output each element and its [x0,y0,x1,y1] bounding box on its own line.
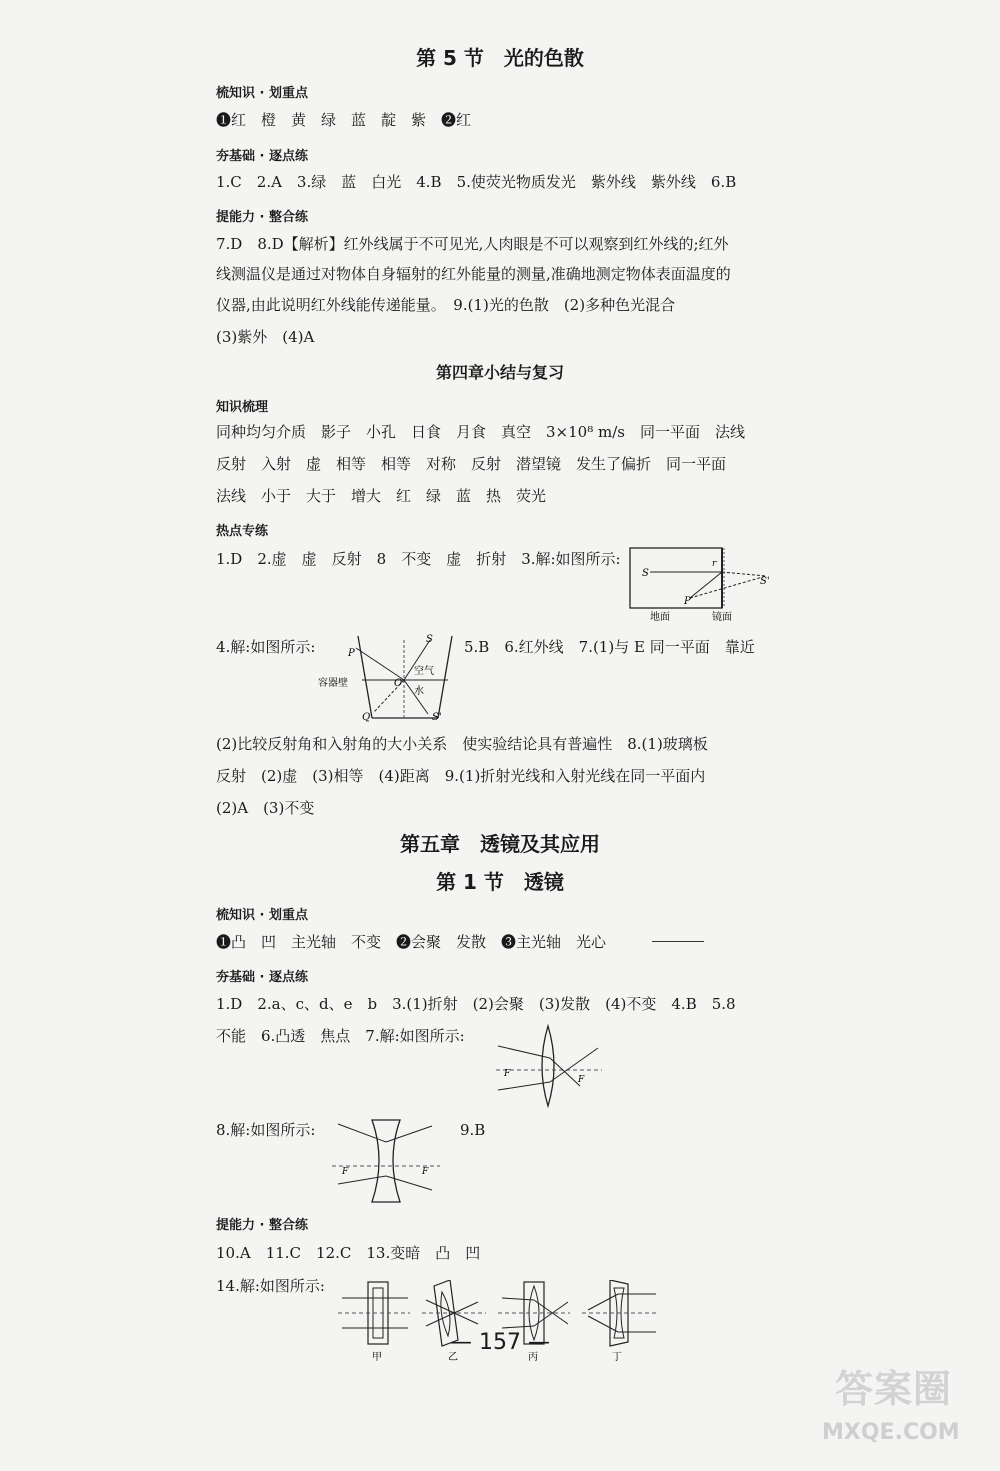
review-line: 同种均匀介质 影子 小孔 日食 月食 真空 3×10⁸ m/s 同一平面 法线 [216,423,745,441]
review-line: 反射 入射 虚 相等 相等 对称 反射 潜望镜 发生了偏折 同一平面 [216,455,727,473]
label-o: O [394,678,403,689]
label-q: Q [362,712,371,723]
label-p: P [684,596,691,607]
mirror-reflection-figure [628,546,778,626]
label-f-left: F [342,1167,349,1177]
basics-answers: 1.C 2.A 3.绿 蓝 白光 4.B 5.使荧光物质发光 紫外线 紫外线 6.B [216,173,737,191]
label-ground: 地面 [650,612,670,623]
container-refraction-figure [318,632,466,724]
section-title: 第 5 节 光的色散 [416,46,584,70]
ability-heading: 提能力 · 整合练 [216,1218,308,1233]
label-f-right: F [578,1075,585,1085]
hotspot-q4: 4.解:如图所示: [216,638,316,656]
ability-line: 仪器,由此说明红外线能传递能量。 9.(1)光的色散 (2)多种色光混合 [216,296,676,314]
ability-line: (3)紫外 (4)A [216,328,315,346]
hotspot-line: 反射 (2)虚 (3)相等 (4)距离 9.(1)折射光线和入射光线在同一平面内 [216,767,706,785]
basics-line: 不能 6.凸透 焦点 7.解:如图所示: [216,1027,465,1045]
knowledge-heading: 梳知识 · 划重点 [216,86,308,101]
concave-lens-figure [332,1118,442,1204]
label-jia: 甲 [372,1352,382,1363]
ability-line: 7.D 8.D【解析】红外线属于不可见光,人肉眼是不可以观察到红外线的;红外 [216,235,729,253]
label-ding: 丁 [612,1352,622,1363]
knowledge-answers: ❶凸 凹 主光轴 不变 ❷会聚 发散 ❸主光轴 光心 [216,933,607,951]
basics-heading: 夯基础 · 逐点练 [216,149,308,164]
label-r: r [712,559,717,569]
label-wall: 容器壁 [318,678,348,689]
section-title: 第 1 节 透镜 [436,870,564,894]
ability-line: 10.A 11.C 12.C 13.变暗 凸 凹 [216,1244,481,1262]
chapter-summary-title: 第四章小结与复习 [435,363,564,382]
label-f-right: F [422,1167,429,1177]
chapter-title: 第五章 透镜及其应用 [400,832,600,856]
review-line: 法线 小于 大于 增大 红 绿 蓝 热 荧光 [216,487,547,505]
label-water: 水 [414,686,424,697]
label-s-image: S' [432,712,442,723]
label-bing: 丙 [528,1352,538,1363]
basics-q9: 9.B [460,1121,486,1139]
label-s: S [426,634,433,645]
label-yi: 乙 [448,1352,458,1363]
convex-lens-figure [494,1024,604,1108]
label-s-image: S' [760,576,770,587]
blank-line [652,941,704,942]
hotspot-line: (2)A (3)不变 [216,799,315,817]
watermark-logo: 答案圈 [835,1367,953,1411]
ability-line: 线测温仪是通过对物体自身辐射的红外能量的测量,准确地测定物体表面温度的 [216,265,731,283]
basics-q8: 8.解:如图所示: [216,1121,316,1139]
label-f-left: F [504,1069,511,1079]
label-air: 空气 [414,666,434,677]
ability-heading: 提能力 · 整合练 [216,210,308,225]
knowledge-heading: 梳知识 · 划重点 [216,908,308,923]
label-s: S [642,568,649,579]
basics-line: 1.D 2.a、c、d、e b 3.(1)折射 (2)会聚 (3)发散 (4)不变 4.B 5.8 [216,995,736,1013]
hotspot-line: 1.D 2.虚 虚 反射 8 不变 虚 折射 3.解:如图所示: [216,550,621,568]
knowledge-answers: ❶红 橙 黄 绿 蓝 靛 紫 ❷红 [216,111,472,129]
label-p: P [348,648,355,659]
knowledge-review-heading: 知识梳理 [216,400,269,415]
hotspot-heading: 热点专练 [216,524,269,539]
hotspot-answers-5-7: 5.B 6.红外线 7.(1)与 E 同一平面 靠近 [464,638,755,656]
watermark-url: MXQE.COM [822,1420,960,1445]
label-mirror: 镜面 [712,612,732,623]
page-number: — 157 — [450,1330,550,1355]
hotspot-line: (2)比较反射角和入射角的大小关系 使实验结论具有普遍性 8.(1)玻璃板 [216,735,708,753]
ability-q14: 14.解:如图所示: [216,1277,325,1295]
basics-heading: 夯基础 · 逐点练 [216,970,308,985]
